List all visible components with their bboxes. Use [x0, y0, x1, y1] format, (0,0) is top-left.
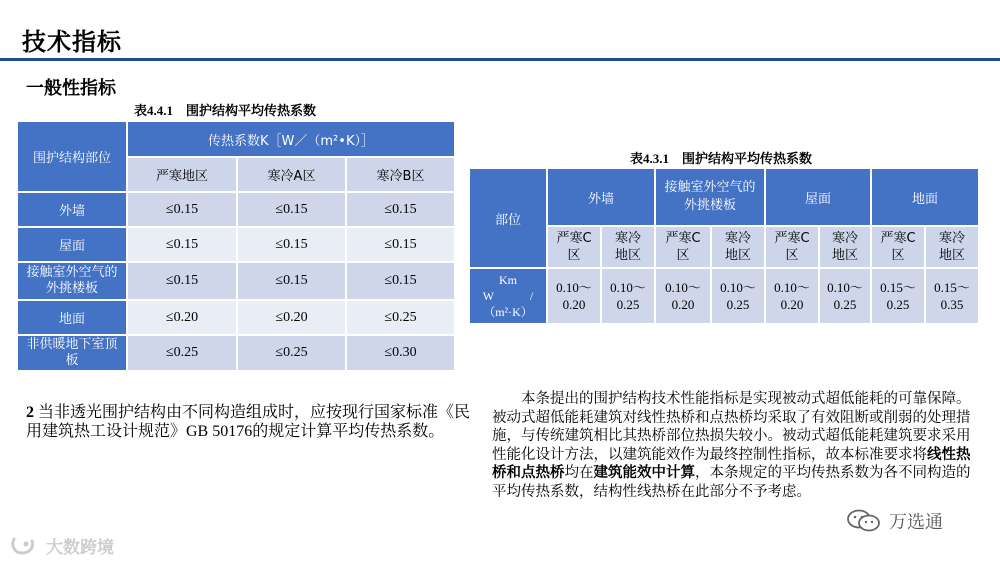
para-text: ，本条规定的平均传热系数为各不同构造的平均传热系数，结构性线热桥在此部分不予考虑。: [492, 465, 971, 500]
table-row: [469, 268, 979, 324]
table1-zone-header: 寒冷A区: [237, 157, 346, 192]
table-cell: ≤0.15: [237, 262, 346, 300]
clause-number: 2: [26, 404, 34, 421]
table1-row-label: 接触室外空气的外挑楼板: [17, 262, 127, 300]
unit-line: （m²·K）: [483, 305, 533, 319]
para-text: 本条提出的围护结构技术性能指标是实现被动式超低能耗的可靠保障。被动式超低能耗建筑对线性热桥和点热桥均采取了有效阻断或削弱的处理措施，与传统建筑相比其热桥部位热损失较小。被动式超低能耗建筑要求采用性能化设计方法，以建筑能效作为最终控制性指标，故本标准要求将: [492, 391, 971, 463]
table2-group-header: 外墙: [547, 168, 655, 226]
table1-caption: 表4.4.1 围护结构平均传热系数: [134, 103, 317, 118]
table-cell: ≤0.15: [127, 192, 237, 227]
watermark-left: [10, 533, 114, 558]
para-emphasis: 建筑能效中计算: [593, 465, 695, 481]
table-cell: ≤0.15: [127, 227, 237, 262]
table2-zone-header: 严寒C区: [871, 226, 925, 268]
watermark-text: 万选通: [889, 512, 943, 533]
table-row: [17, 300, 455, 335]
table-cell: 0.15～0.35: [925, 268, 979, 324]
table-cell: ≤0.30: [346, 335, 455, 371]
watermark-text: 大数跨境: [46, 538, 114, 558]
table2-unit-cell: [469, 268, 547, 324]
watermark-logo-icon: [10, 535, 40, 557]
table-cell: 0.10～0.20: [547, 268, 601, 324]
table-heat-transfer-coefficient-1: [16, 120, 456, 372]
wechat-icon: [845, 508, 883, 534]
table-cell: 0.10～0.25: [711, 268, 765, 324]
table-cell: 0.10～0.20: [655, 268, 711, 324]
paragraph-right: [492, 390, 980, 501]
unit-line: W /: [482, 289, 534, 303]
table-cell: ≤0.20: [237, 300, 346, 335]
table-row: [17, 227, 455, 262]
table-cell: ≤0.20: [127, 300, 237, 335]
para-emphasis: 线性热桥和点热桥: [492, 446, 971, 481]
table-cell: ≤0.15: [237, 227, 346, 262]
table-cell: ≤0.25: [127, 335, 237, 371]
table-heat-transfer-coefficient-2: [468, 167, 980, 325]
table1-zone-header: 严寒地区: [127, 157, 237, 192]
table1-row-label: 屋面: [17, 227, 127, 262]
table-row: [17, 192, 455, 227]
table2-zone-header: 严寒C区: [765, 226, 819, 268]
table2-zone-header: 严寒C区: [655, 226, 711, 268]
table2-group-header: 地面: [871, 168, 979, 226]
table2-zone-header: 寒冷地区: [711, 226, 765, 268]
table-row: [17, 262, 455, 300]
watermark-right: [845, 508, 943, 534]
table1-zone-header: 寒冷B区: [346, 157, 455, 192]
table-cell: ≤0.25: [237, 335, 346, 371]
table2-row-header: 部位: [469, 168, 547, 268]
table1-group-header: 传热系数K［W／（m²•K）］: [127, 121, 455, 157]
table2-zone-header: 寒冷地区: [819, 226, 871, 268]
table-cell: ≤0.15: [346, 262, 455, 300]
table-cell: ≤0.15: [346, 227, 455, 262]
table-cell: ≤0.25: [346, 300, 455, 335]
table2-zone-header: 严寒C区: [547, 226, 601, 268]
table1-row-label: 地面: [17, 300, 127, 335]
clause-text: 当非透光围护结构由不同构造组成时，应按现行国家标准《民用建筑热工设计规范》GB 50176的规定计算平均传热系数。: [26, 404, 471, 440]
table-cell: 0.10～0.20: [765, 268, 819, 324]
table-cell: ≤0.15: [237, 192, 346, 227]
table1-row-label: 非供暖地下室顶板: [17, 335, 127, 371]
section-subtitle: 一般性指标: [26, 78, 116, 99]
table2-group-header: 屋面: [765, 168, 871, 226]
table1-row-header: 围护结构部位: [17, 121, 127, 192]
table2-caption: 表4.3.1 围护结构平均传热系数: [630, 151, 813, 166]
page-title: 技术指标: [22, 28, 122, 56]
paragraph-left: [26, 403, 476, 441]
para-text: 均在: [564, 465, 594, 481]
table-cell: 0.15～0.25: [871, 268, 925, 324]
table1-row-label: 外墙: [17, 192, 127, 227]
table-row: [17, 335, 455, 371]
table-cell: 0.10～0.25: [601, 268, 655, 324]
table-cell: 0.10～0.25: [819, 268, 871, 324]
table-cell: ≤0.15: [127, 262, 237, 300]
unit-line: Km: [499, 273, 517, 287]
table-cell: ≤0.15: [346, 192, 455, 227]
table2-zone-header: 寒冷地区: [925, 226, 979, 268]
table2-group-header: 接触室外空气的外挑楼板: [655, 168, 765, 226]
table2-zone-header: 寒冷地区: [601, 226, 655, 268]
title-divider: [0, 58, 1000, 61]
